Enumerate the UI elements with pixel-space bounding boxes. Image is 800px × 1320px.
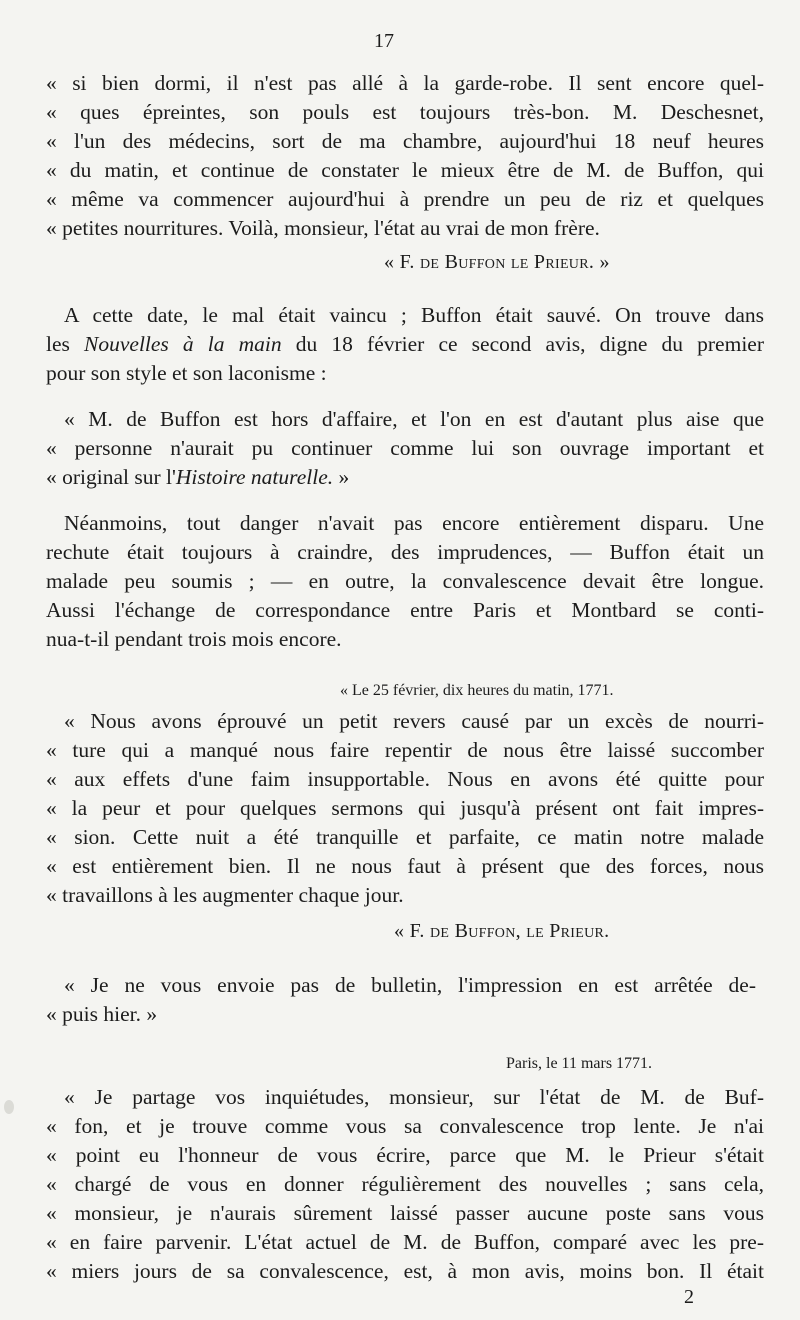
text-line: « la peur et pour quelques sermons qui jusqu'à présent ont fait impres-: [46, 796, 764, 820]
letter-dateline: Paris, le 11 mars 1771.: [506, 1055, 653, 1072]
text-line: « travaillons à les augmenter chaque jour.: [46, 883, 404, 907]
text-line: « aux effets d'une faim insupportable. Nous en avons été quitte pour: [46, 767, 764, 791]
letter-signature: « F. de Buffon le Prieur. »: [384, 251, 610, 273]
text-line: « Je partage vos inquiétudes, monsieur, sur l'état de M. de Buf-: [64, 1085, 764, 1109]
text-line: « si bien dormi, il n'est pas allé à la garde-robe. Il sent encore quel-: [46, 71, 764, 95]
text-line: « Je ne vous envoie pas de bulletin, l'impression en est arrêtée de-: [64, 973, 756, 997]
text-segment: »: [333, 465, 350, 489]
paper-stain: [4, 1100, 14, 1114]
text-line: « monsieur, je n'aurais sûrement laissé passer aucune poste sans vous: [46, 1201, 764, 1225]
text-line: « M. de Buffon est hors d'affaire, et l'on en est d'autant plus aise que: [64, 407, 764, 431]
text-line: « miers jours de sa convalescence, est, à mon avis, moins bon. Il était: [46, 1259, 764, 1283]
text-line: pour son style et son laconisme :: [46, 361, 327, 385]
italic-title: Histoire naturelle.: [175, 465, 334, 489]
text-line: Néanmoins, tout danger n'avait pas encore entièrement disparu. Une: [64, 511, 764, 535]
text-line: rechute était toujours à craindre, des imprudences, — Buffon était un: [46, 540, 764, 564]
text-line: « est entièrement bien. Il ne nous faut à présent que des forces, nous: [46, 854, 764, 878]
text-line: [46, 330, 764, 359]
text-segment: les: [46, 332, 85, 356]
letter-signature: « F. de Buffon, le Prieur.: [394, 920, 610, 942]
text-line: « puis hier. »: [46, 1002, 158, 1026]
text-line: « fon, et je trouve comme vous sa convalescence trop lente. Je n'ai: [46, 1114, 764, 1138]
text-line: Aussi l'échange de correspondance entre Paris et Montbard se conti-: [46, 598, 764, 622]
signature-mark: 2: [684, 1286, 694, 1308]
text-line: A cette date, le mal était vaincu ; Buffon était sauvé. On trouve dans: [64, 303, 764, 327]
page-number: 17: [374, 30, 394, 52]
text-segment: « original sur l': [46, 465, 176, 489]
text-line: « ture qui a manqué nous faire repentir de nous être laissé succomber: [46, 738, 764, 762]
text-line: « ques épreintes, son pouls est toujours très-bon. M. Deschesnet,: [46, 100, 764, 124]
text-segment: du 18 février ce second avis, digne du premier: [281, 332, 764, 356]
text-line: « petites nourritures. Voilà, monsieur, l'état au vrai de mon frère.: [46, 216, 600, 240]
text-line: « Nous avons éprouvé un petit revers causé par un excès de nourri-: [64, 709, 764, 733]
text-line: nua-t-il pendant trois mois encore.: [46, 627, 342, 651]
text-line: [46, 463, 764, 492]
text-line: « point eu l'honneur de vous écrire, parce que M. le Prieur s'était: [46, 1143, 764, 1167]
text-line: malade peu soumis ; — en outre, la convalescence devait être longue.: [46, 569, 764, 593]
italic-title: Nouvelles à la main: [84, 332, 282, 356]
letter-dateline: « Le 25 février, dix heures du matin, 1771.: [340, 682, 614, 699]
text-line: « même va commencer aujourd'hui à prendre un peu de riz et quelques: [46, 187, 764, 211]
text-line: « du matin, et continue de constater le mieux être de M. de Buffon, qui: [46, 158, 764, 182]
text-line: « sion. Cette nuit a été tranquille et parfaite, ce matin notre malade: [46, 825, 764, 849]
text-line: « chargé de vous en donner régulièrement des nouvelles ; sans cela,: [46, 1172, 764, 1196]
text-line: « personne n'aurait pu continuer comme lui son ouvrage important et: [46, 436, 764, 460]
text-line: « l'un des médecins, sort de ma chambre, aujourd'hui 18 neuf heures: [46, 129, 764, 153]
text-line: « en faire parvenir. L'état actuel de M. de Buffon, comparé avec les pre-: [46, 1230, 764, 1254]
